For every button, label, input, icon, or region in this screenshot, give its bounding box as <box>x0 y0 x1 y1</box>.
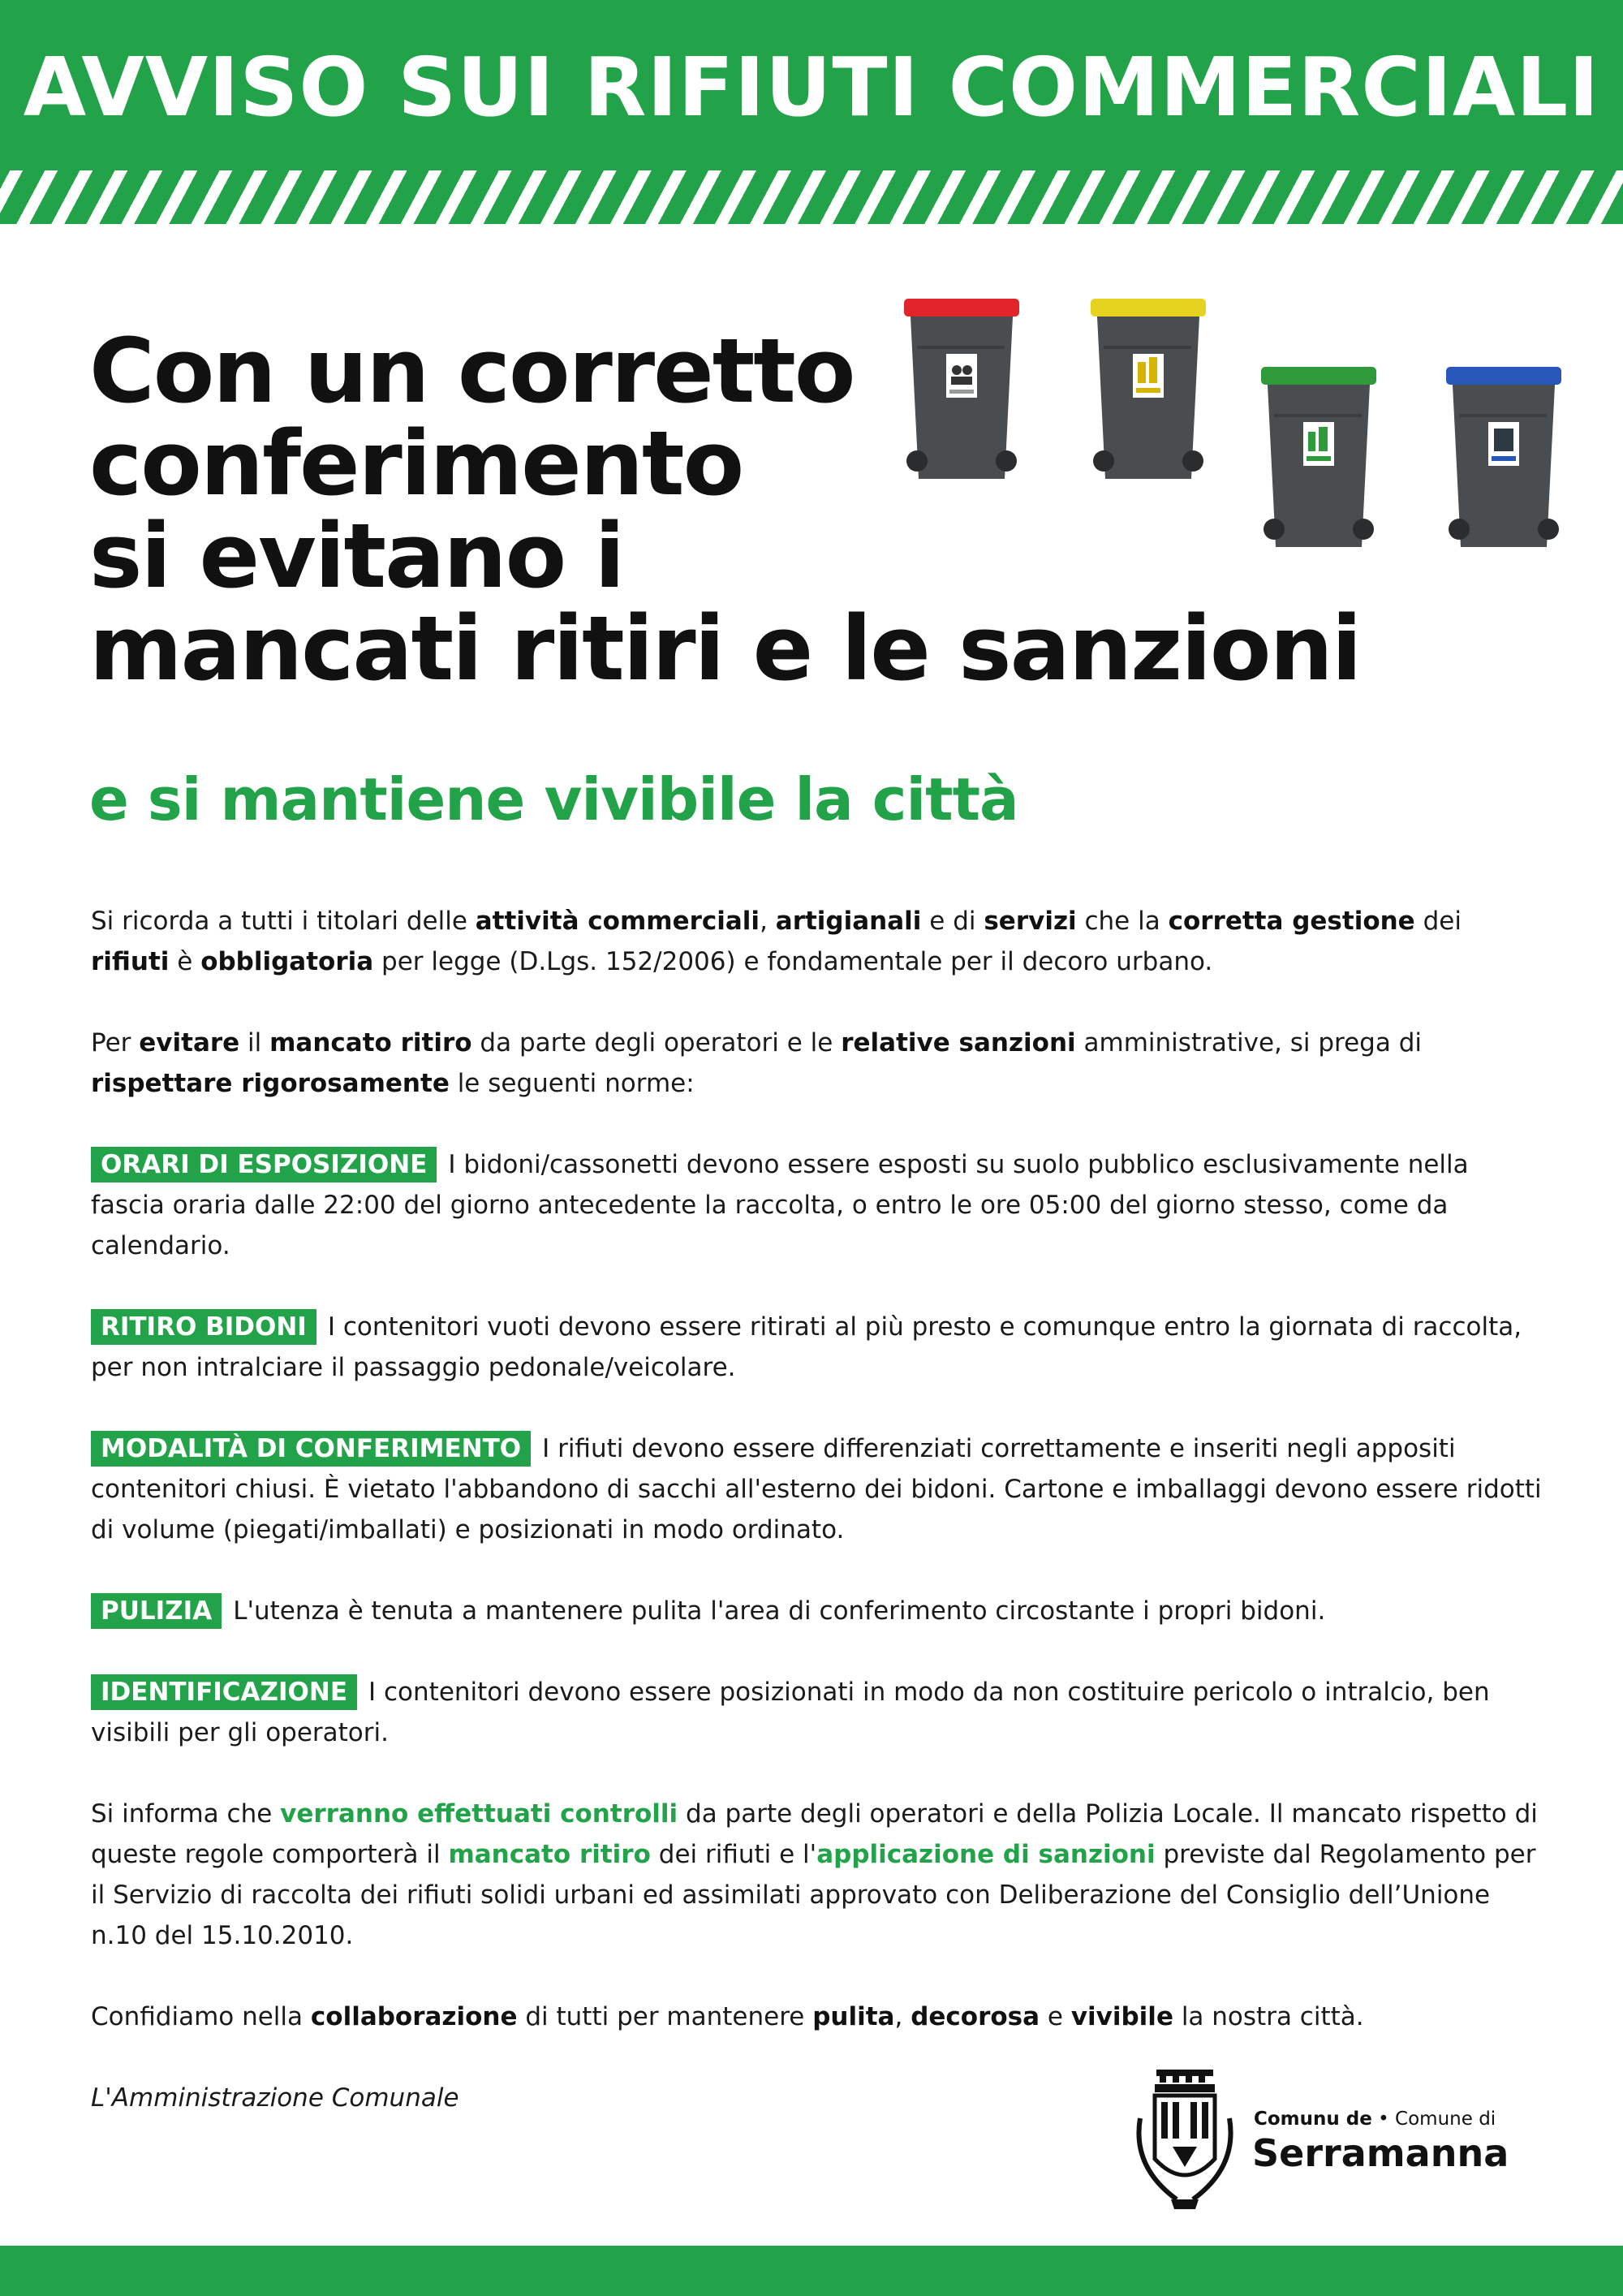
rule-orari <box>91 1144 1543 1266</box>
bin-lid <box>1261 367 1376 385</box>
text-run: la nostra città. <box>1173 2002 1364 2031</box>
highlight-phrase: verranno effettuati controlli <box>280 1799 678 1829</box>
rule-tag: IDENTIFICAZIONE <box>91 1674 357 1710</box>
text-run: Confidiamo nella <box>91 2002 311 2031</box>
rule-tag: RITIRO BIDONI <box>91 1309 316 1345</box>
logo-name: Serramanna <box>1252 2131 1509 2175</box>
bold-phrase: servizi <box>984 907 1077 936</box>
bold-phrase: collaborazione <box>310 2002 518 2031</box>
text-run: , <box>894 2002 911 2031</box>
bold-phrase: relative sanzioni <box>841 1028 1076 1058</box>
rule-identificazione <box>91 1672 1543 1753</box>
intro-paragraph-2 <box>91 1023 1543 1104</box>
text-run: il <box>239 1028 270 1058</box>
text-run: le seguenti norme: <box>449 1069 695 1098</box>
rule-text: I contenitori vuoti devono essere ritirati al più presto e comunque entro la giornata di raccolta, per non intralciare il passaggio pedonale/veicolare. <box>91 1312 1522 1382</box>
text-run: per legge (D.Lgs. 152/2006) e fondamentale per il decoro urbano. <box>373 947 1213 976</box>
text-run: e <box>1040 2002 1071 2031</box>
bin-blue-icon <box>1443 367 1565 570</box>
text-run: e di <box>921 907 984 936</box>
text-run: da parte degli operatori e della Polizia Locale. Il mancato rispetto di queste regole comporterà il <box>91 1799 1538 1869</box>
text-run: , <box>760 907 776 936</box>
signoff: L'Amministrazione Comunale <box>91 2083 459 2113</box>
rule-tag: MODALITÀ DI CONFERIMENTO <box>91 1431 531 1467</box>
striped-divider <box>0 170 1623 224</box>
bin-lid <box>1446 367 1561 385</box>
closing-paragraph <box>91 1997 1543 2037</box>
notice-body <box>91 901 1543 2118</box>
text-run: previste dal Regolamento per il Servizio di raccolta dei rifiuti solidi urbani ed assimilati approvato con Deliberazione del Consiglio dell’Unione n.10 del 15.10.2010. <box>91 1840 1536 1950</box>
controls-paragraph <box>91 1794 1543 1956</box>
bold-phrase: mancato ritiro <box>269 1028 472 1058</box>
bold-phrase: vivibile <box>1070 2002 1173 2031</box>
bold-phrase: obbligatoria <box>200 947 374 976</box>
subheadline: e si mantiene vivibile la città <box>89 765 1018 834</box>
rule-tag: PULIZIA <box>91 1593 222 1629</box>
bold-phrase: pulita <box>812 2002 895 2031</box>
headline-line: mancati ritiri e le sanzioni <box>89 597 1361 700</box>
logo-subtitle-rest: Comune di <box>1395 2109 1496 2130</box>
text-run: amministrative, si prega di <box>1075 1028 1422 1058</box>
text-run: dei <box>1414 907 1462 936</box>
text-run: Per <box>91 1028 140 1058</box>
text-run: Si ricorda a tutti i titolari delle <box>91 907 476 936</box>
bold-phrase: evitare <box>139 1028 240 1058</box>
text-run: Si informa che <box>91 1799 281 1829</box>
rule-text: I bidoni/cassonetti devono essere esposti su suolo pubblico esclusivamente nella fascia oraria dalle 22:00 del giorno antecedente la raccolta, o entro le ore 05:00 del giorno stesso, come da calendario. <box>91 1150 1469 1260</box>
footer-band <box>0 2246 1623 2296</box>
municipality-logo <box>1132 2070 1554 2216</box>
headline-line: Con un corretto <box>89 319 855 423</box>
highlight-phrase: mancato ritiro <box>448 1840 651 1869</box>
intro-paragraph-1 <box>91 901 1543 982</box>
bold-phrase: decorosa <box>911 2002 1040 2031</box>
bold-phrase: artigianali <box>775 907 922 936</box>
rule-ritiro <box>91 1307 1543 1388</box>
rule-text: L'utenza è tenuta a mantenere pulita l'area di conferimento circostante i propri bidoni. <box>233 1596 1326 1626</box>
logo-subtitle-separator: • <box>1371 2109 1396 2130</box>
text-run: di tutti per mantenere <box>517 2002 813 2031</box>
coat-of-arms-icon <box>1132 2070 1238 2216</box>
text-run: che la <box>1076 907 1169 936</box>
text-run: dei rifiuti e l' <box>650 1840 817 1869</box>
bin-lid <box>1091 299 1206 317</box>
page-title: AVVISO SUI RIFIUTI COMMERCIALI <box>23 40 1600 135</box>
bin-red-icon <box>901 299 1022 502</box>
bin-lid <box>904 299 1019 317</box>
bold-phrase: corretta gestione <box>1168 907 1415 936</box>
headline-line: conferimento <box>89 411 743 515</box>
bin-green-icon <box>1258 367 1380 570</box>
rule-text: I rifiuti devono essere differenziati correttamente e inseriti negli appositi contenitori chiusi. È vietato l'abbandono di sacchi all'esterno dei bidoni. Cartone e imballaggi devono essere ridotti di volume (piegati/imballati) e posizionati in modo ordinato. <box>91 1434 1542 1544</box>
headline-line: si evitano i <box>89 504 624 608</box>
bold-phrase: rispettare rigorosamente <box>91 1069 450 1098</box>
waste-bins-illustration <box>901 284 1566 576</box>
bold-phrase: rifiuti <box>91 947 170 976</box>
rule-pulizia <box>91 1591 1543 1631</box>
text-run: da parte degli operatori e le <box>471 1028 842 1058</box>
rule-tag: ORARI DI ESPOSIZIONE <box>91 1147 437 1182</box>
logo-subtitle-bold: Comunu de <box>1254 2109 1372 2130</box>
rule-text: I contenitori devono essere posizionati in modo da non costituire pericolo o intralcio, ben visibili per gli operatori. <box>91 1678 1490 1747</box>
logo-subtitle <box>1254 2109 1496 2130</box>
rule-modalita <box>91 1428 1543 1550</box>
bold-phrase: attività commerciali <box>475 907 760 936</box>
highlight-phrase: applicazione di sanzioni <box>816 1840 1156 1869</box>
bin-yellow-icon <box>1087 299 1209 502</box>
text-run: è <box>169 947 201 976</box>
